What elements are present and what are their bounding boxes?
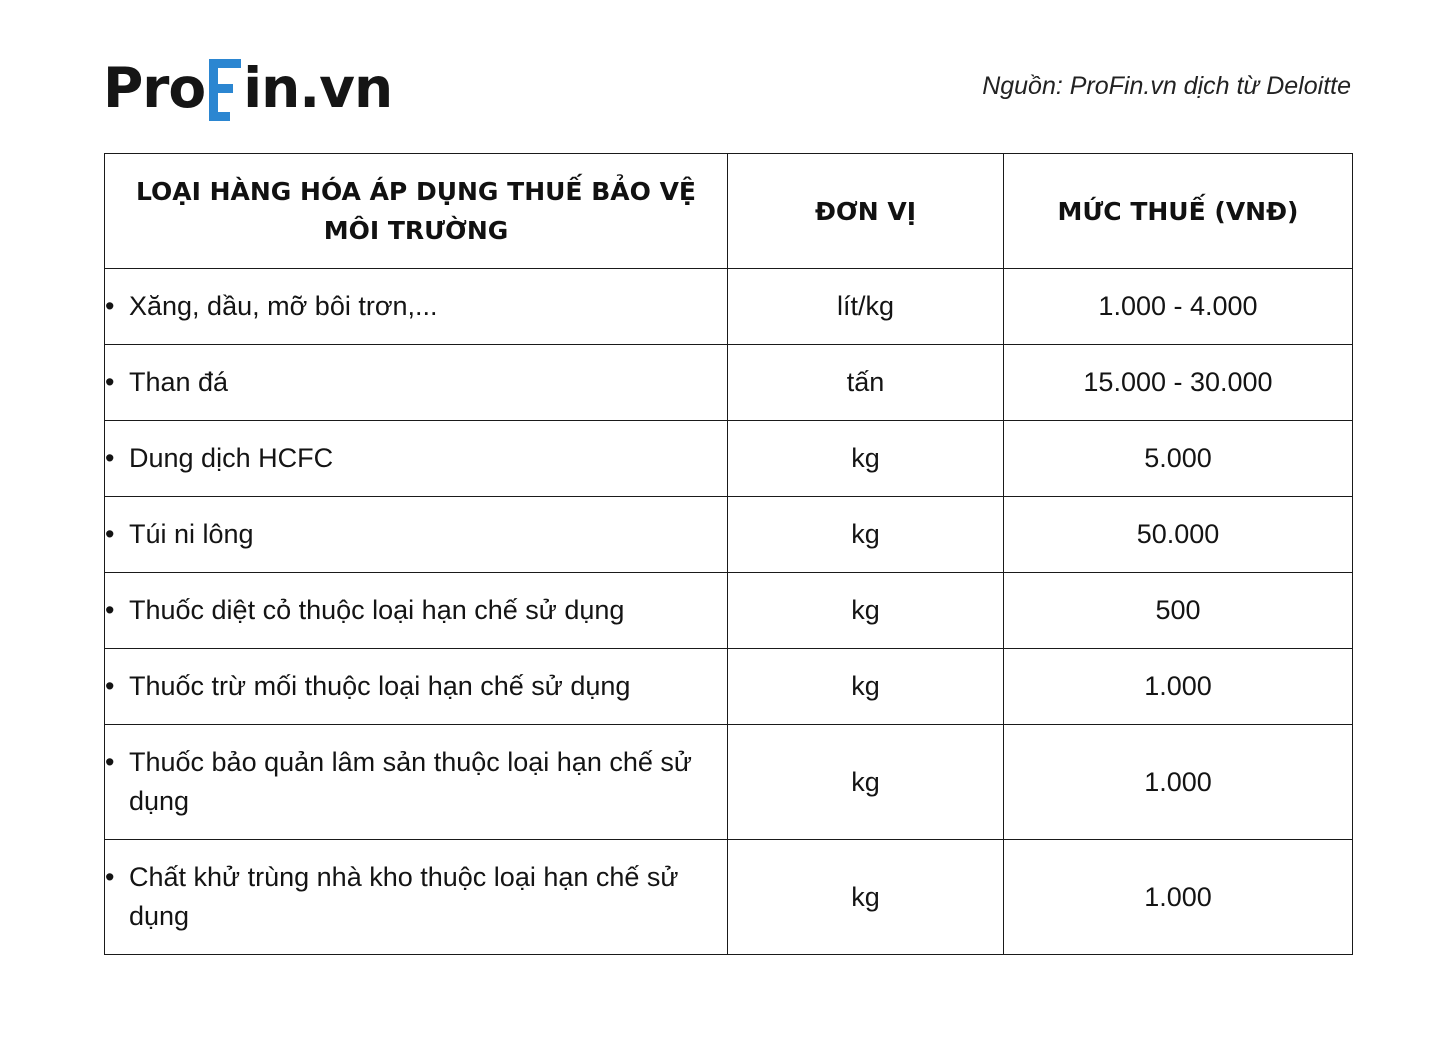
bullet-icon: • bbox=[105, 291, 115, 321]
cell-rate: 1.000 bbox=[1004, 840, 1353, 955]
cell-goods bbox=[105, 649, 728, 725]
cell-rate: 1.000 - 4.000 bbox=[1004, 269, 1353, 345]
cell-goods bbox=[105, 497, 728, 573]
goods-text: Dung dịch HCFC bbox=[129, 443, 334, 473]
cell-rate: 500 bbox=[1004, 573, 1353, 649]
logo-text-in-vn: in.vn bbox=[243, 55, 393, 120]
bullet-icon: • bbox=[105, 443, 115, 473]
table-row bbox=[105, 497, 1353, 573]
bullet-icon: • bbox=[105, 595, 115, 625]
cell-unit: kg bbox=[728, 421, 1004, 497]
table-row bbox=[105, 269, 1353, 345]
goods-text: Xăng, dầu, mỡ bôi trơn,... bbox=[129, 291, 438, 321]
cell-goods bbox=[105, 269, 728, 345]
table-header-row bbox=[105, 154, 1353, 269]
cell-goods bbox=[105, 573, 728, 649]
header-unit: ĐƠN VỊ bbox=[728, 154, 1004, 269]
cell-goods bbox=[105, 345, 728, 421]
environmental-tax-table bbox=[104, 153, 1353, 955]
source-credit: Nguồn: ProFin.vn dịch từ Deloitte bbox=[982, 72, 1351, 100]
cell-unit: kg bbox=[728, 840, 1004, 955]
cell-goods bbox=[105, 840, 728, 955]
goods-text: Thuốc bảo quản lâm sản thuộc loại hạn chế sử dụng bbox=[129, 747, 692, 816]
bullet-icon: • bbox=[105, 862, 115, 892]
bullet-icon: • bbox=[105, 519, 115, 549]
table-row bbox=[105, 573, 1353, 649]
cell-rate: 15.000 - 30.000 bbox=[1004, 345, 1353, 421]
header-goods: LOẠI HÀNG HÓA ÁP DỤNG THUẾ BẢO VỆ MÔI TRƯỜNG bbox=[105, 154, 728, 269]
table-row bbox=[105, 345, 1353, 421]
cell-unit: kg bbox=[728, 725, 1004, 840]
goods-text: Thuốc trừ mối thuộc loại hạn chế sử dụng bbox=[129, 671, 631, 701]
cell-rate: 1.000 bbox=[1004, 725, 1353, 840]
goods-text: Than đá bbox=[129, 367, 229, 397]
cell-unit: tấn bbox=[728, 345, 1004, 421]
bullet-icon: • bbox=[105, 747, 115, 777]
cell-unit: kg bbox=[728, 649, 1004, 725]
bullet-icon: • bbox=[105, 367, 115, 397]
cell-rate: 50.000 bbox=[1004, 497, 1353, 573]
logo-f-mark-icon bbox=[209, 59, 241, 121]
goods-text: Thuốc diệt cỏ thuộc loại hạn chế sử dụng bbox=[129, 595, 625, 625]
cell-unit: kg bbox=[728, 573, 1004, 649]
goods-text: Túi ni lông bbox=[129, 519, 254, 549]
table-row bbox=[105, 725, 1353, 840]
header-rate: MỨC THUẾ (VNĐ) bbox=[1004, 154, 1353, 269]
table-row bbox=[105, 840, 1353, 955]
cell-goods bbox=[105, 421, 728, 497]
logo-text-pro: Pro bbox=[103, 55, 206, 120]
bullet-icon: • bbox=[105, 671, 115, 701]
table-row bbox=[105, 649, 1353, 725]
cell-unit: kg bbox=[728, 497, 1004, 573]
profin-logo bbox=[103, 56, 392, 120]
table-row bbox=[105, 421, 1353, 497]
cell-rate: 5.000 bbox=[1004, 421, 1353, 497]
cell-rate: 1.000 bbox=[1004, 649, 1353, 725]
goods-text: Chất khử trùng nhà kho thuộc loại hạn chế sử dụng bbox=[129, 862, 679, 931]
cell-goods bbox=[105, 725, 728, 840]
cell-unit: lít/kg bbox=[728, 269, 1004, 345]
